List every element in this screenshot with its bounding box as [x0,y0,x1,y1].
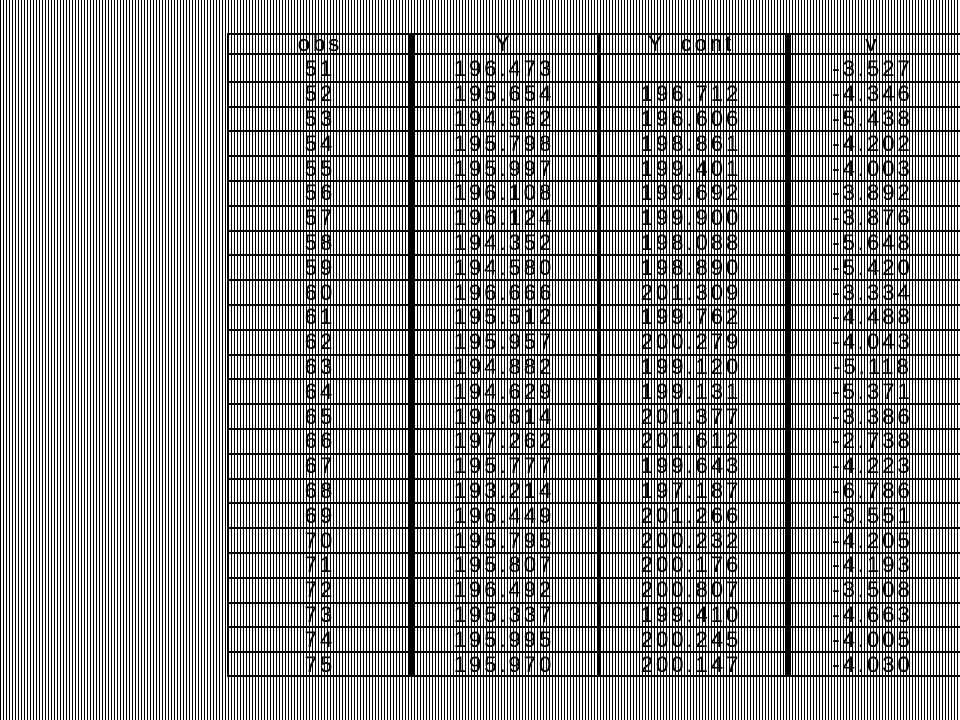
cell-v: -3.527 [832,58,913,81]
cell-obs: 57 [304,207,336,230]
cell-obs: 68 [304,479,336,502]
cell-obs: 59 [304,256,336,279]
cell-v: -4.663 [832,603,913,626]
cell-ycont: 196.712 [640,83,742,106]
cell-obs: 73 [304,603,336,626]
cell-y: 196.473 [453,58,555,81]
table-row [229,553,960,578]
table-row [229,528,960,553]
cell-obs: 69 [304,504,336,527]
cell-v: -3.892 [832,182,913,205]
cell-y: 195.337 [453,603,555,626]
cell-obs: 53 [304,107,336,130]
header-obs: obs [297,33,343,55]
table-row [229,627,960,652]
cell-ycont: 199.643 [640,455,742,478]
cell-obs: 64 [304,380,336,403]
cell-v: -2.738 [832,430,913,453]
cell-v: -3.876 [832,207,913,230]
table-row [229,578,960,603]
cell-ycont: 199.410 [640,603,742,626]
cell-y: 195.798 [453,132,555,155]
cell-v: -4.003 [832,157,913,180]
cell-ycont: 198.861 [640,132,742,155]
cell-obs: 70 [304,529,336,552]
cell-v: -3.508 [832,579,913,602]
table-row [229,107,960,132]
cell-ycont: 196.606 [640,107,742,130]
cell-y: 194.629 [453,380,555,403]
table-row [229,379,960,404]
cell-y: 196.492 [453,579,555,602]
cell-obs: 51 [304,58,336,81]
cell-ycont: 201.266 [640,504,742,527]
cell-ycont: 201.377 [640,405,742,428]
table-header [229,35,960,55]
table-row [229,305,960,330]
cell-y: 196.666 [453,281,555,304]
cell-obs: 65 [304,405,336,428]
cell-y: 193.214 [453,479,555,502]
cell-obs: 58 [304,231,336,254]
table-row [229,156,960,181]
cell-v: -4.043 [832,331,913,354]
header-y: Y [495,33,513,55]
cell-y: 195.795 [453,529,555,552]
cell-obs: 62 [304,331,336,354]
cell-obs: 56 [304,182,336,205]
cell-v: -4.488 [832,306,913,329]
cell-y: 194.580 [453,256,555,279]
table-row [229,181,960,206]
cell-y: 195.970 [453,653,555,676]
table-row [229,231,960,256]
cell-v: -5.118 [833,355,912,378]
cell-ycont: 199.401 [640,157,742,180]
cell-v: -4.005 [832,628,913,651]
cell-ycont: 197.187 [640,479,742,502]
cell-v: -6.786 [832,479,913,502]
cell-ycont: 201.612 [640,430,742,453]
cell-y: 196.108 [453,182,555,205]
cell-y: 195.997 [453,157,555,180]
cell-v: -5.438 [832,107,913,130]
cell-obs: 60 [304,281,336,304]
table-row [229,131,960,156]
cell-ycont: 199.131 [640,380,742,403]
table-row [229,503,960,528]
cell-obs: 61 [304,306,336,329]
cell-ycont: 200.245 [640,628,742,651]
cell-y: 196.614 [453,405,555,428]
cell-y: 194.882 [453,355,555,378]
cell-v: -3.551 [832,504,913,527]
cell-v: -5.420 [832,256,913,279]
cell-y: 195.777 [453,455,555,478]
cell-v: -4.193 [832,554,913,577]
table-row [229,82,960,107]
cell-v: -5.648 [832,231,913,254]
cell-obs: 75 [304,653,336,676]
table-row [229,206,960,231]
table-row [229,479,960,504]
cell-ycont: 198.088 [640,231,742,254]
cell-v: -4.346 [832,83,913,106]
cell-ycont: 198.890 [640,256,742,279]
cell-obs: 71 [304,554,336,577]
table-row [229,652,960,677]
cell-y: 195.654 [453,83,555,106]
cell-v: -5.371 [832,380,913,403]
cell-y: 196.449 [453,504,555,527]
cell-ycont: 199.692 [640,182,742,205]
cell-obs: 54 [304,132,336,155]
cell-y: 195.512 [453,306,555,329]
table-row [229,255,960,280]
cell-v: -4.223 [832,455,913,478]
cell-ycont: 200.147 [640,653,742,676]
cell-ycont: 199.120 [640,355,742,378]
cell-obs: 67 [304,455,336,478]
cell-y: 195.957 [453,331,555,354]
cell-obs: 66 [304,430,336,453]
cell-y: 195.995 [453,628,555,651]
cell-y: 194.562 [453,107,555,130]
table-row [229,57,960,82]
cell-ycont: 199.762 [640,306,742,329]
cell-v: -4.205 [832,529,913,552]
cell-obs: 72 [304,579,336,602]
cell-ycont: 200.807 [640,579,742,602]
table-row [229,603,960,628]
cell-ycont: 200.279 [640,331,742,354]
header-v: v [865,33,880,55]
table-row [229,454,960,479]
cell-v: -3.386 [832,405,913,428]
table-row [229,429,960,454]
header-ycont: Y_cont [647,33,735,55]
cell-y: 197.262 [453,430,555,453]
table-row [229,330,960,355]
cell-y: 194.352 [453,231,555,254]
table-row [229,404,960,429]
cell-v: -3.334 [832,281,913,304]
cell-y: 195.807 [453,554,555,577]
cell-ycont: 200.176 [640,554,742,577]
cell-obs: 74 [304,628,336,651]
table-row [229,280,960,305]
table-row [229,355,960,380]
cell-v: -4.202 [832,132,913,155]
cell-v: -4.030 [832,653,913,676]
cell-y: 196.124 [453,207,555,230]
cell-obs: 52 [304,83,336,106]
cell-ycont: 201.309 [640,281,742,304]
cell-obs: 63 [304,355,336,378]
cell-ycont: 199.900 [640,207,742,230]
cell-ycont: 200.232 [640,529,742,552]
cell-obs: 55 [304,157,336,180]
